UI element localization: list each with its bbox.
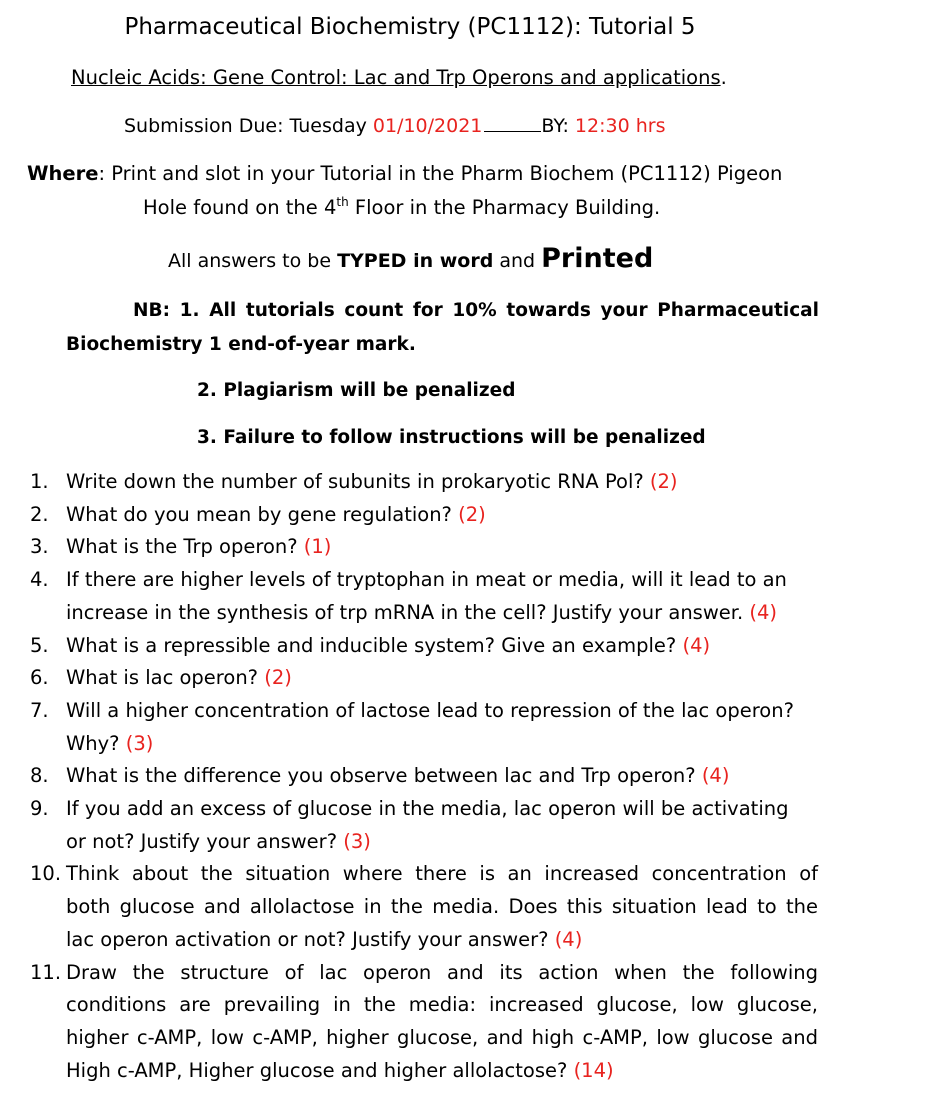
question-text-line <box>66 993 818 1016</box>
question-text: Why? <box>66 731 120 755</box>
question-text-line <box>66 503 486 526</box>
question-number: 10. <box>30 862 62 886</box>
question-marks: (4) <box>554 927 583 951</box>
question-text: What is a repressible and inducible system? Give an example? <box>66 633 677 657</box>
answers-printed: Printed <box>541 243 654 274</box>
question-text: or not? Justify your answer? <box>66 829 338 853</box>
question-number: 8. <box>30 764 49 788</box>
question-marks: (4) <box>682 633 711 657</box>
question-marks: (14) <box>573 1058 614 1082</box>
note-3: 3. Failure to follow instructions will be penalized <box>197 427 706 448</box>
question-marks: (4) <box>701 764 730 788</box>
question-text-line <box>66 732 153 755</box>
question-text-line <box>66 764 729 787</box>
question-text: higher c-AMP, low c-AMP, higher glucose, and high c-AMP, low glucose and <box>66 1025 818 1049</box>
answers-mid: and <box>493 250 542 272</box>
where-line-1 <box>27 162 782 185</box>
question-text-line <box>66 568 787 591</box>
question-marks: (2) <box>458 502 486 526</box>
page-title: Pharmaceutical Biochemistry (PC1112): Tutorial 5 <box>124 14 696 40</box>
question-text-line <box>66 535 331 558</box>
question-text-line <box>66 961 818 984</box>
question-text: Write down the number of subunits in prokaryotic RNA Pol? <box>66 470 644 493</box>
question-text: What is the difference you observe between lac and Trp operon? <box>66 764 696 788</box>
question-text: If there are higher levels of tryptophan in meat or media, will it lead to an <box>66 568 787 592</box>
question-number: 2. <box>30 502 49 526</box>
where-label: Where <box>27 162 99 185</box>
note-2: 2. Plagiarism will be penalized <box>197 380 516 401</box>
subtitle-period: . <box>720 66 727 89</box>
where-text-2-pre: Hole found on the 4 <box>143 196 337 219</box>
question-text: What is lac operon? <box>66 666 259 690</box>
question-number: 1. <box>30 470 49 493</box>
question-text-line <box>66 928 582 951</box>
question-number: 5. <box>30 633 49 657</box>
question-marks: (4) <box>749 600 778 624</box>
question-number: 11. <box>30 960 62 984</box>
question-text-line <box>66 830 371 853</box>
question-text: If you add an excess of glucose in the media, lac operon will be activating <box>66 797 789 820</box>
where-text-2-post: Floor in the Pharmacy Building. <box>348 196 661 219</box>
question-text-line <box>66 601 777 624</box>
question-text: Think about the situation where there is an increased concentration of <box>66 862 818 886</box>
question-marks: (2) <box>649 470 678 493</box>
question-text-line <box>66 862 818 885</box>
question-marks: (3) <box>125 731 154 755</box>
question-text-line <box>66 634 710 657</box>
submission-by-label: BY: <box>541 115 575 137</box>
submission-time: 12:30 hrs <box>574 115 666 137</box>
note-1-line-1: NB: 1. All tutorials count for 10% towards your Pharmaceutical <box>133 300 819 321</box>
answers-instruction <box>168 243 653 274</box>
blank-underline <box>484 119 541 132</box>
question-text: both glucose and allolactose in the media. Does this situation lead to the <box>66 895 818 919</box>
submission-line <box>124 115 665 137</box>
question-text-line <box>66 1026 818 1049</box>
question-text: increase in the synthesis of trp mRNA in the cell? Justify your answer. <box>66 600 744 624</box>
question-text: What is the Trp operon? <box>66 535 298 559</box>
answers-pre: All answers to be <box>168 250 338 272</box>
question-text: High c-AMP, Higher glucose and higher allolactose? <box>66 1058 568 1082</box>
question-text-line <box>66 895 818 918</box>
where-line-2 <box>143 196 660 219</box>
question-text-line <box>66 470 678 493</box>
submission-date: 01/10/2021 <box>372 115 483 137</box>
subtitle-text: Nucleic Acids: Gene Control: Lac and Trp Operons and applications <box>71 66 721 89</box>
question-text: lac operon activation or not? Justify your answer? <box>66 927 549 951</box>
question-text-line <box>66 797 788 820</box>
question-text-line <box>66 699 794 722</box>
submission-label: Submission Due: Tuesday <box>124 115 373 137</box>
question-number: 9. <box>30 797 49 820</box>
question-marks: (3) <box>343 829 371 853</box>
subtitle <box>71 66 727 89</box>
where-text-2-sup: th <box>336 195 349 209</box>
question-text: conditions are prevailing in the media: increased glucose, low glucose, <box>66 993 818 1017</box>
question-text: Will a higher concentration of lactose lead to repression of the lac operon? <box>66 698 794 722</box>
question-text: Draw the structure of lac operon and its action when the following <box>66 960 818 984</box>
question-number: 7. <box>30 698 49 722</box>
question-text: What do you mean by gene regulation? <box>66 502 452 526</box>
question-number: 3. <box>30 535 49 559</box>
where-text-1: : Print and slot in your Tutorial in the Pharm Biochem (PC1112) Pigeon <box>98 162 783 185</box>
question-number: 4. <box>30 568 49 592</box>
answers-typed: TYPED in word <box>337 250 494 272</box>
question-marks: (2) <box>264 666 292 690</box>
note-1-line-2: Biochemistry 1 end-of-year mark. <box>66 334 416 355</box>
question-number: 6. <box>30 666 49 690</box>
question-text-line <box>66 666 292 689</box>
question-text-line <box>66 1059 614 1082</box>
question-marks: (1) <box>303 535 332 559</box>
